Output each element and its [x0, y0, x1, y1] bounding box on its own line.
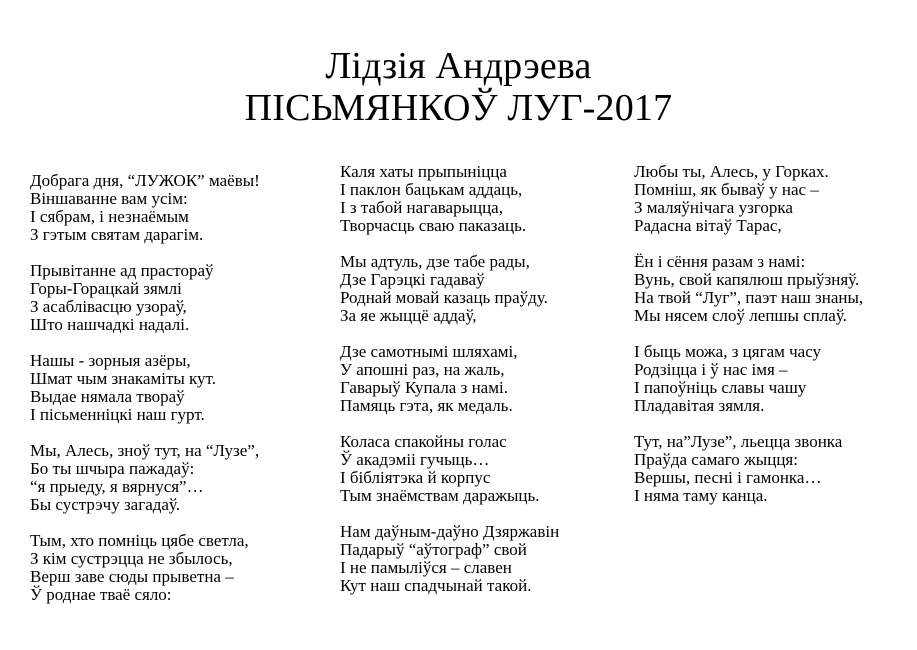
poem-column-2: [340, 163, 559, 613]
poem-line: Тут, на”Лузе”, льецца звонка: [634, 432, 843, 451]
poem-line: Бы сустрэчу загадаў.: [30, 495, 180, 514]
poem-line: Тым, хто помніць цябе светла,: [30, 531, 249, 550]
poem-line: Вершы, песні і гамонка…: [634, 468, 822, 487]
stanza: [30, 262, 260, 334]
stanza: [634, 253, 863, 325]
poem-line: Тым знаёмствам даражыць.: [340, 486, 540, 505]
poem-line: Прывітанне ад прастораў: [30, 261, 214, 280]
poem-line: І быць можа, з цягам часу: [634, 342, 822, 361]
poem-line: І пісьменніцкі наш гурт.: [30, 405, 205, 424]
stanza: [340, 343, 559, 415]
poem-line: Выдае нямала твораў: [30, 387, 185, 406]
poem-line: Падарыў “аўтограф” свой: [340, 540, 527, 559]
poem-line: Пладавітая зямля.: [634, 396, 765, 415]
poem-line: Дзе Гарэцкі гадаваў: [340, 270, 485, 289]
stanza: [634, 433, 863, 505]
poem-line: Ў акадэміі гучыць…: [340, 450, 490, 469]
stanza: [634, 343, 863, 415]
poem-line: Шмат чым знакаміты кут.: [30, 369, 216, 388]
poem-line: Роднай мовай казаць праўду.: [340, 288, 548, 307]
poem-line: Праўда самаго жыцця:: [634, 450, 798, 469]
stanza: [634, 163, 863, 235]
poem-line: Што нашчадкі надалі.: [30, 315, 190, 334]
poem-line: З кім сустрэцца не збылось,: [30, 549, 233, 568]
poem-line: Кут наш спадчынай такой.: [340, 576, 532, 595]
poem-line: Нашы - зорныя азёры,: [30, 351, 191, 370]
poem-line: З асаблівасцю узораў,: [30, 297, 187, 316]
stanza: [30, 442, 260, 514]
poem-line: Віншаванне вам усім:: [30, 189, 188, 208]
poem-line: З маляўнічага узгорка: [634, 198, 793, 217]
poem-line: Мы нясем слоў лепшы сплаў.: [634, 306, 847, 325]
stanza: [340, 253, 559, 325]
stanza: [340, 163, 559, 235]
poem-line: Гаварыў Купала з намі.: [340, 378, 508, 397]
poem-column-3: [634, 163, 863, 523]
poem-line: Любы ты, Алесь, у Горках.: [634, 162, 829, 181]
poem-line: Дзе самотнымі шляхамі,: [340, 342, 518, 361]
poem-line: Бо ты шчыра пажадаў:: [30, 459, 195, 478]
poem-line: Памяць гэта, як медаль.: [340, 396, 513, 415]
poem-line: І паклон бацькам аддаць,: [340, 180, 523, 199]
stanza: [30, 172, 260, 244]
stanza: [30, 532, 260, 604]
poem-line: Коласа спакойны голас: [340, 432, 507, 451]
poem-line: І з табой нагаварыцца,: [340, 198, 503, 217]
poem-line: З гэтым святам дарагім.: [30, 225, 204, 244]
poem-title: ПІСЬМЯНКОЎ ЛУГ-2017: [244, 87, 673, 129]
poem-line: Помніш, як бываў у нас –: [634, 180, 819, 199]
poem-line: І сябрам, і незнаёмым: [30, 207, 189, 226]
poem-column-1: [30, 172, 260, 622]
poem-line: Ён і сёння разам з намі:: [634, 252, 806, 271]
author-name: Лідзія Андрэева: [325, 45, 592, 87]
stanza: [340, 433, 559, 505]
poem-line: Нам даўным-даўно Дзяржавін: [340, 522, 560, 541]
stanza: [30, 352, 260, 424]
stanza: [340, 523, 559, 595]
poem-line: І бібліятэка й корпус: [340, 468, 491, 487]
poem-line: Ў роднае тваё сяло:: [30, 585, 172, 604]
poem-line: Горы-Горацкай зямлі: [30, 279, 182, 298]
poem-line: Верш заве сюды прыветна –: [30, 567, 234, 586]
poem-line: І не памыліўся – славен: [340, 558, 512, 577]
poem-line: Каля хаты прыпыніцца: [340, 162, 507, 181]
poem-line: Мы адтуль, дзе табе рады,: [340, 252, 530, 271]
poem-line: Добрага дня, “ЛУЖОК” маёвы!: [30, 171, 260, 190]
poem-line: На твой “Луг”, паэт наш знаны,: [634, 288, 864, 307]
poem-line: І папоўніць славы чашу: [634, 378, 807, 397]
poem-line: Вунь, свой капялюш прыўзняў.: [634, 270, 860, 289]
poem-line: За яе жыццё аддаў,: [340, 306, 477, 325]
poem-line: У апошні раз, на жаль,: [340, 360, 505, 379]
poem-line: “я прыеду, я вярнуся”…: [30, 477, 204, 496]
poem-line: Мы, Алесь, зноў тут, на “Лузе”,: [30, 441, 260, 460]
poem-line: Родзіцца і ў нас імя –: [634, 360, 788, 379]
poem-line: Радасна вітаў Тарас,: [634, 216, 782, 235]
poem-line: І няма таму канца.: [634, 486, 768, 505]
poem-line: Творчасць сваю паказаць.: [340, 216, 527, 235]
